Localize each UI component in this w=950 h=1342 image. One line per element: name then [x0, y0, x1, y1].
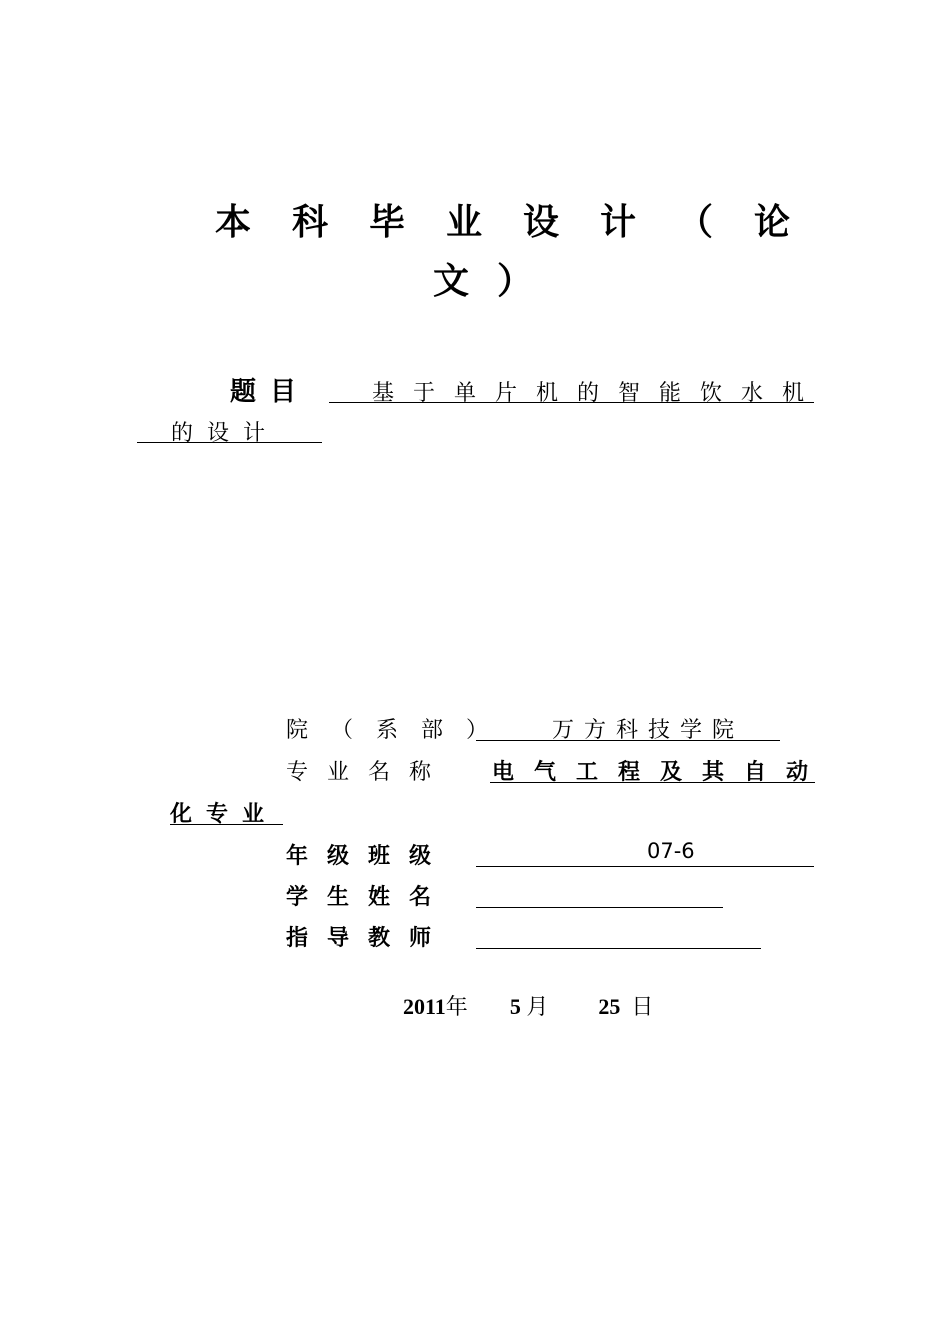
department-value: 万方科技学院: [552, 718, 745, 743]
advisor-field: [476, 921, 761, 949]
date-year: 2011: [403, 994, 446, 1019]
department-field: [476, 713, 780, 741]
date-day: 25: [598, 994, 621, 1019]
submission-date: [403, 990, 653, 1021]
date-year-unit: 年: [445, 995, 468, 1020]
major-value-line2: 化专业: [170, 802, 279, 827]
topic-text-line1: 基于单片机的智能饮水机: [372, 381, 824, 406]
grade-value: 07-6: [647, 839, 695, 863]
student-name-field: [476, 880, 723, 908]
cover-title-line2: 文）: [433, 261, 562, 302]
student-name-label: 学生姓名: [286, 885, 451, 910]
topic-label: 题目: [230, 377, 311, 407]
date-month: 5: [509, 994, 521, 1019]
cover-title-line1: 本科毕业设计（论: [215, 202, 832, 243]
major-label: 专业名称: [286, 760, 451, 785]
topic-value-line2: [137, 416, 322, 446]
department-label: 院（系部）: [286, 718, 512, 743]
date-month-unit: 月: [526, 995, 549, 1020]
major-field-line2: [170, 797, 283, 825]
date-day-unit: 日: [631, 995, 654, 1020]
topic-text-line2: 的设计: [171, 421, 280, 446]
advisor-label: 指导教师: [286, 926, 451, 951]
major-field-line1: [490, 755, 829, 785]
major-value-line1: 电气工程及其自动: [492, 760, 829, 785]
grade-field: [476, 839, 814, 867]
topic-value-line1: [329, 376, 824, 406]
grade-label: 年级班级: [286, 844, 451, 869]
